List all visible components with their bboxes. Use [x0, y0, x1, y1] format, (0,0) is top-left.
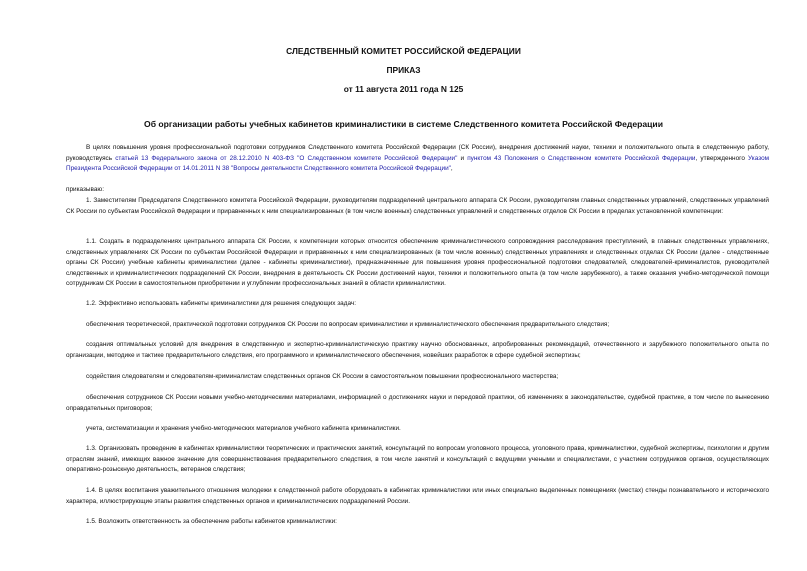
intro-text-1: В целях повышения уровня профессиональной подготовки сотрудников Следственного комитета Российской Федерации (СК России), внедрения достижений науки, техники и положительного опыта в следственную работу, руководствуясь — [66, 144, 769, 162]
item-1: 1. Заместителям Председателя Следственного комитета Российской Федерации, руководителям подразделений центрального аппарата СК России, руководителям главных следственных управлений, следственных управлений СК России по субъектам Российской Федерации и приравненных к ним специализированных (в том числе военных) следственных управлений и следственных отделов СК России в пределах установленной компетенции: — [66, 197, 769, 215]
intro-text-3: , утвержденного — [695, 154, 749, 162]
president-decree-link[interactable]: Указом Президента Российской Федерации от 14.01.2011 N 38 "Вопросы деятельности Следственного комитета Российской Федерации" — [66, 154, 770, 172]
intro-paragraph — [66, 143, 769, 175]
intro-text-4: , — [450, 165, 453, 172]
law-article-13-link[interactable]: статьей 13 Федерального закона от 28.12.2010 N 403-ФЗ "О Следственном комитете Российской Федерации" — [115, 154, 458, 162]
item-1-1: 1.1. Создать в подразделениях центрального аппарата СК России, к компетенции которых относится обеспечение криминалистического сопровождения расследования преступлений, в главных следственных управлениях, следственных управлениях СК России по субъектам Российской Федерации и приравненных к ним специализированных (в том числе военных) следственных управлениях и следственных отделах СК России (далее - следственные органы СК России) учебные кабинеты криминалистики (далее - кабинеты криминалистики), предназначенные для повышения уровня профессиональной подготовки следователей, следователей-криминалистов, руководителей следственных и криминалистических подразделений СК России, внедрения в деятельность СК России достижений науки, техники и положительного опыта (в том числе зарубежного), а также оказания учебно-методической помощи сотрудникам СК России в самостоятельном приобретении и углублении профессиональных знаний в области криминалистики. — [66, 238, 769, 287]
item-1-5: 1.5. Возложить ответственность за обеспечение работы кабинетов криминалистики: — [86, 518, 337, 525]
task-accounting: учета, систематизации и хранения учебно-методических материалов учебного кабинета криминалистики. — [86, 425, 401, 432]
task-training: обеспечения теоретической, практической подготовки сотрудников СК России по вопросам криминалистики и криминалистического обеспечения предварительного следствия; — [86, 321, 610, 328]
task-assistance: содействия следователям и следователям-криминалистам следственных органов СК России в самостоятельном повышении профессионального мастерства; — [86, 373, 559, 380]
order-word: приказываю: — [66, 186, 104, 193]
org-heading: СЛЕДСТВЕННЫЙ КОМИТЕТ РОССИЙСКОЙ ФЕДЕРАЦИИ — [286, 46, 521, 56]
task-materials: обеспечения сотрудников СК России новыми учебно-методическими материалами, информацией о достижениях науки и передовой практики, об изменениях в законодательстве, судебной практике, в том числе по вынесению оправдательных приговоров; — [66, 394, 769, 412]
intro-text-2: и — [457, 154, 468, 162]
doc-type-heading: ПРИКАЗ — [386, 65, 421, 75]
task-implementation: создания оптимальных условий для внедрения в следственную и экспертно-криминалистическую практику научно обоснованных, апробированных рекомендаций, отечественного и зарубежного положительного опыта по организации, методике и тактике предварительного следствия, его программного и криминалистического обеспечения, новейших разработок в сфере судебной экспертизы; — [66, 341, 769, 359]
item-1-2: 1.2. Эффективно использовать кабинеты криминалистики для решения следующих задач: — [86, 300, 356, 307]
item-1-4: 1.4. В целях воспитания уважительного отношения молодежи к следственной работе оборудовать в кабинетах криминалистики или иных специально выделенных помещениях (местах) стенды познавательного и исторического характера, иллюстрирующие этапы развития следственных органов и криминалистических подразделений России. — [66, 487, 769, 505]
date-number-heading: от 11 августа 2011 года N 125 — [343, 84, 464, 94]
item-1-3: 1.3. Организовать проведение в кабинетах криминалистики теоретических и практических занятий, консультаций по вопросам уголовного процесса, уголовного права, криминалистики, судебной экспертизы, психологии и другим отраслям знаний, имеющих важное значение для совершенствования предварительного следствия, в том числе занятий и консультаций с ведущими учеными и специалистами, с участием сотрудников органов, осуществляющих оперативно-розыскную деятельность, ветеранов следствия; — [66, 445, 769, 473]
document-title: Об организации работы учебных кабинетов криминалистики в системе Следственного комитета Российской Федерации — [144, 119, 663, 129]
regulation-point-43-link[interactable]: пунктом 43 Положения о Следственном комитете Российской Федерации — [467, 154, 696, 162]
